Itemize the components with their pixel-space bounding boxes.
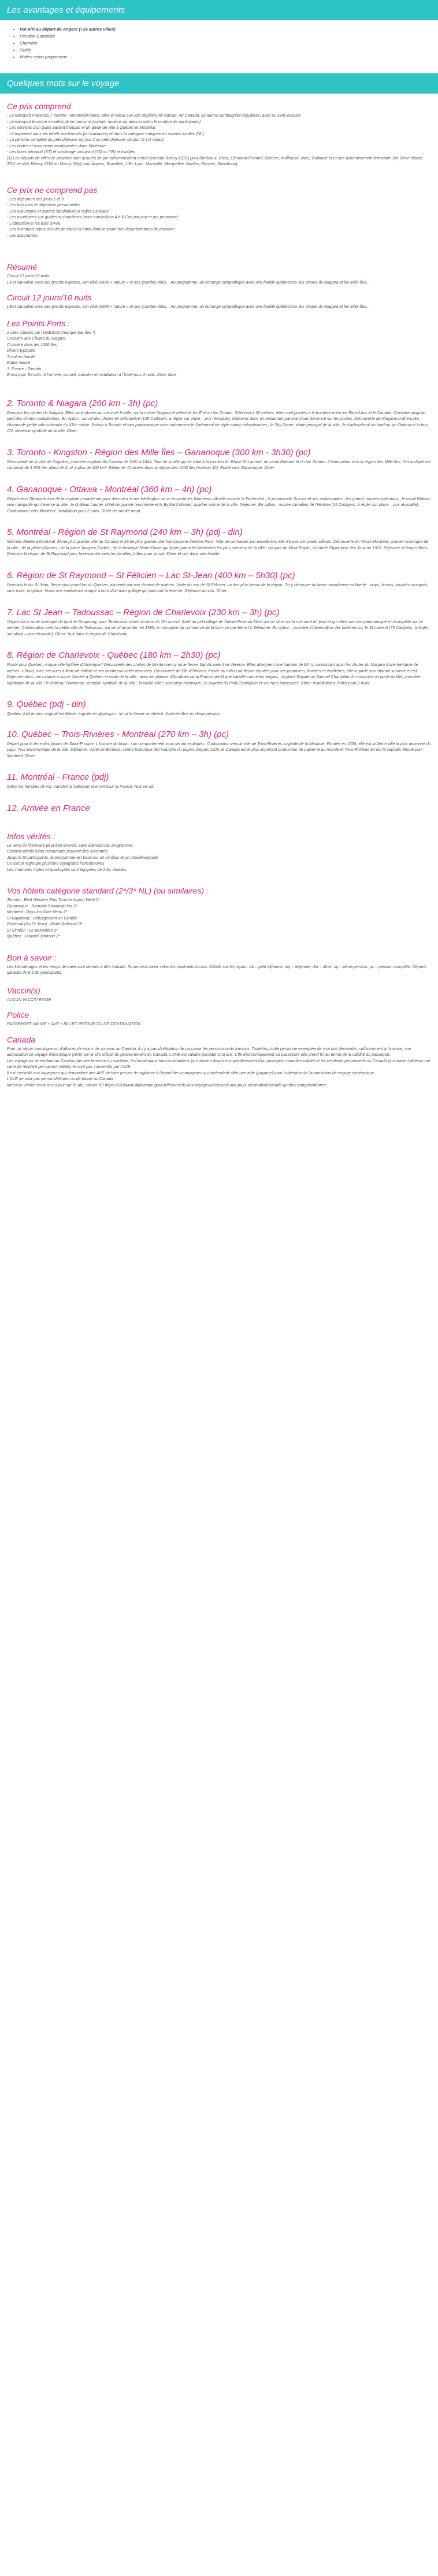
day-2-line: Direction les chutes du Niagara. Elles sont situées au cœur de la ville, sur la rivière Niagara et relient le lac Érié au lac Ontario. S'élevant à 52 mètres, elles sont posées à la frontière entre les États-Unis et le Canada. Croisière jusqu'au pied des chutes canadiennes. En option : survol des chutes en hélicoptère (135 Cad/pers. à régler sur place – prix révisable). Déjeuner dans un restaurant panoramique dominant sur les chutes. Découverte de Niagara-on-the-Lake, charmante petite ville coloniale du XIXe siècle. Retour à Toronto et tour panoramique avec notamment le Parlement de style roman richardsonien ; le Sky Dome, stade principal de la ville ; le Harbourfront au bord du lac Ontario et la tour CN, devenue symbole de la ville. Dîner. [7, 411, 428, 433]
advantages-header: Les avantages et équipements [0, 0, 438, 20]
police-heading: Police [7, 1010, 29, 1019]
advantage-item: • Pension Complète [20, 33, 431, 40]
bon-savoir-section [7, 953, 431, 977]
points-forts-line: 1. France - Toronto [7, 367, 42, 371]
day-5-text [7, 539, 431, 558]
bon-savoir-heading: Bon à savoir : [7, 952, 57, 962]
points-forts-line: 2 sites classés par l'UNESCO (marqué par des *) [7, 330, 95, 335]
day-7-line: Départ via la route scénique du fjord de Saguenay, pour Tadoussac située au bord du St Laurent. Arrêt au petit village de Sainte-Rose-du-Nord qui se situe sur la rive nord du fjord et qui offre une vue panoramique et incroyable sur ce dernier. Continuation avec la petite ville de Tadoussac qui se vit accorder, en 1599, le monopole du commerce de la fourrure par Henri IV. Déjeuner. En option : croisière d'observation des baleines sur le St Laurent (75 Cad/pers. à régler sur place – prix révisable). Dîner. Nuit dans la région de Charlevoix. [7, 620, 429, 636]
resume-text [7, 274, 431, 286]
day-9-heading: 9. Québec (pdj - din) [7, 699, 86, 709]
price-includes-line: (1) Les départs de villes de province sont assurés en pré acheminement aérien (vers/de Roissy CDG) pour Bordeaux, Brest, Clermont-Ferrand, Genève, Mulhouse, Nice, Toulouse et en pré acheminement ferroviaire (en 2ème classe TGV vers/de Roissy CDG ou Massy Orly) pour Angers, Bruxelles, Lille, Lyon, Marseille, Montpellier, Nantes, Rennes, Strasbourg. [7, 156, 422, 166]
advantage-item: • Vol A/R au départ de Angers (+16 autres villes) [20, 26, 431, 33]
price-excludes-heading: Ce prix ne comprend pas [7, 185, 98, 195]
police-text [7, 1022, 431, 1028]
advantages-list [20, 26, 431, 61]
price-includes-line: - Le transport France(s) / Toronto - Montréal/France, aller et retour sur vols réguliers Air transat, Air Canada, ou autres compagnies régulières, avec ou sans escales [7, 114, 301, 118]
canada-section [7, 1035, 431, 1089]
day-6-text [7, 583, 431, 595]
day-6-line: Direction le lac St Jean, 3ème plus grand lac du Québec, alimenté par une dizaine de rivières. Visite du zoo de St Félicien, un des plus beaux de la région. On y découvre la faune canadienne en liberté : loups, bisons, baudets musqués, ours noirs, orignaux. Vivez une expérience unique à bord d'un train grillagé qui parcourt la réserve. Déjeuner au zoo. Dîner. [7, 583, 429, 593]
price-includes-text [7, 113, 431, 168]
canada-line: L'AVE ne vaut pas permis d'études ou de travail au Canada. [7, 1077, 115, 1081]
price-excludes-section [7, 185, 431, 240]
resume-section [7, 262, 431, 286]
day-6-heading: 6. Région de St Raymond – St Félicien – Lac St-Jean (400 km – 5h30) (pc) [7, 570, 295, 580]
day-8-section [7, 650, 431, 687]
price-excludes-line: - Les assurances [7, 233, 38, 238]
price-includes-section [7, 102, 431, 168]
price-excludes-line: - Les excursions et soirées facultatives à régler sur place [7, 209, 109, 214]
points-forts-section [7, 319, 431, 379]
hotels-heading: Vos hôtels catégorie standard (2*/3* NL) (ou similaires) : [7, 886, 209, 895]
about-header: Quelques mots sur le voyage [0, 73, 438, 94]
resume-heading: Résumé [7, 262, 38, 271]
hotels-section [7, 886, 431, 940]
day-4-text [7, 497, 431, 515]
day-4-section [7, 485, 431, 515]
hotels-line: Roberval (lac St Jean) : Motel Roberval 3* [7, 922, 83, 926]
day-6-section [7, 571, 431, 595]
info-line: Les chambres triples et quadruples sont équipées de 2 lits doubles [7, 868, 127, 872]
day-8-text [7, 662, 431, 687]
police-line: PASSEPORT VALIDE + AVE + BILLET RETOUR OU DE CONTINUATION [7, 1022, 141, 1026]
day-9-section [7, 699, 431, 718]
canada-line: Merci de vérifier les mises à jour sur le site, cliquer ICI https://XXXwww.diplomatie.gouv.fr/fr/conseils-aux-voyageurs/conseils-par-pays-destination/canada-quebec-compris/#entree [7, 1083, 327, 1088]
trip-description [0, 102, 438, 1096]
day-12-section [7, 803, 431, 813]
day-4-heading: 4. Gananoque - Ottawa - Montréal (360 km – 4h) (pc) [7, 484, 212, 494]
circuit-section [7, 293, 431, 311]
points-forts-line: Envol pour Toronto. À l'arrivée, accueil, transfert et installation à l'hôtel pour 2 nuits. Dîner libre. [7, 373, 177, 377]
hotels-line: St Raymond : Hébergement en Famille [7, 916, 77, 921]
day-9-text [7, 712, 431, 718]
vaccins-heading: Vaccin(s) [7, 985, 40, 995]
day-7-section [7, 608, 431, 638]
day-5-line: Matinée dédiée à Montréal, 2ème plus grande ville du Canada et 2ème plus grande ville francophone derrière Paris. Ville de contrastes par excellence, elle n'a pas son pareil ailleurs. Découverte du Vieux-Montréal, quartier historique de la ville ; de la place d'Armes ; de la place Jacques Cartier ; de la basilique Notre-Dame qui figure parmi les bâtiments les plus précieux de la ville ; du parc du Mont Royal ; du stade Olympique des Jeux de 1976. Déjeuner et temps libres. Direction la région de St Raymond pour la rencontre avec les familles, hôtes pour la nuit. Dîner et nuit dans une famille. [7, 540, 429, 556]
day-12-heading: 12. Arrivée en France [7, 803, 90, 813]
day-8-heading: 8. Région de Charlevoix - Québec (180 km – 2h30) (pc) [7, 650, 221, 660]
day-10-section [7, 729, 431, 760]
police-section [7, 1010, 431, 1028]
hotels-text [7, 898, 431, 940]
price-includes-line: - Le logement dans les hôtels mentionnés (ou similaires) et dans la catégorie indiquée en normes locales (NL) [7, 132, 204, 136]
points-forts-line: Croisière dans les 1000 îles [7, 343, 57, 347]
day-11-line: Selon les horaires de vol, transfert à l'aéroport et envol pour la France. Nuit en vol. [7, 785, 155, 789]
day-2-heading: 2. Toronto & Niagara (260 km - 3h) (pc) [7, 398, 158, 408]
day-8-line: Route pour Québec, unique ville fortifiée d'Amérique ! Découverte des chutes de Montmorency où le fleuve Saint-Laurent se déverse. Elles atteignent une hauteur de 83 m, surpassant ainsi les chutes du Niagara d'une trentaine de mètres. « Nord, avec ses rues à flanc de colline et ses nombreux cafés-terrasses. Découverte de l'Île d'Orléans. Posée au milieu du fleuve réputée pour ses pommiers, fraisiers et érablières, elle a gardé son charme suranné et est Déjeuner dans une cabane à sucre. Arrivée à Québec et visite de la ville ; avec les plaines d'Abraham où la France perdit une bataille contre les anglais ; la place Royale où Samuel Champlain fit construire un poste fortifié, première habitation de la ville ; le château Frontenac, véritable symbole de la ville ; la vieille ville*, son cœur historique ; le quartier du Petit Champlain et ses rues tortueuses. Dîner. Installation à l'hôtel pour 2 nuits. [7, 663, 421, 686]
day-10-text [7, 742, 431, 760]
day-7-text [7, 620, 431, 638]
price-includes-line: - La pension complète du petit déjeuner du jour 2 au petit déjeuner du jour 11 (-2 repas) [7, 138, 164, 142]
price-excludes-line: - L'obtention et les frais d'AVE [7, 221, 61, 226]
day-11-text [7, 784, 431, 791]
advantage-item: • Visites selon programme [20, 54, 431, 61]
price-excludes-text [7, 197, 431, 240]
price-includes-line: - Les taxes aéroport (XT) et surcharge carburant (YQ ou YR) révisables [7, 150, 135, 154]
day-3-line: Découverte de la ville de Kingston, première capitale du Canada de 1841 à 1844. Tour de la ville qui se situe à la jonction du fleuve St-Laurent, du canal Rideau* et du lac Ontario. Continuation vers la région des Mille Îles. Cet archipel est composé de 1 865 îles allant de 2 m² à plus de 100 km². Déjeuner. Croisière dans la région des 1000 îles (environ 1h). Route vers Gananoque. Dîner. [7, 460, 431, 470]
day-3-section [7, 448, 431, 472]
day-11-section [7, 772, 431, 791]
day-3-heading: 3. Toronto - Kingston - Région des Mille Îles – Gananoque (300 km - 3h30) (pc) [7, 447, 311, 457]
circuit-line: L'Est canadien avec ses grands espaces, son côté 100% « nature » et ses grandes villes... Au programme, un échange sympathique avec une famille québécoise, les chutes du Niagara et les Mille-Îles... [7, 305, 370, 309]
day-11-heading: 11. Montréal - France (pdj) [7, 772, 109, 782]
info-line: Ce circuit regroupe plusieurs voyagistes francophones [7, 862, 105, 866]
price-excludes-line: - Les boissons et dépenses personnelles [7, 203, 80, 207]
circuit-heading: Circuit 12 jours/10 nuits [7, 293, 92, 302]
hotels-line: St Siméon : Le Belvédère 2* [7, 928, 58, 933]
price-includes-heading: Ce prix comprend [7, 102, 71, 111]
hotels-line: Montréal : Days Inn Cote Vertu 2* [7, 910, 68, 914]
price-includes-line: - Les visites et excursions mentionnées dans l'itinéraire [7, 144, 106, 148]
day-2-section [7, 399, 431, 435]
bon-savoir-text [7, 965, 431, 977]
price-includes-line: - Le transport terrestre en véhicule de tourisme (voiture, minibus ou autocar selon le nombre de participants) [7, 120, 201, 124]
info-line: Jusqu'à 19 participants, le programme est basé sur un minibus et un chauffeur/guide [7, 855, 159, 860]
canada-line: Il est conseillé aux voyageurs qui demandent une AVE de faire preuve de vigilance à l'égard des compagnies qui prétendent offrir une aide (payante) pour l'obtention de l'autorisation de voyage électronique. [7, 1071, 376, 1075]
day-5-section [7, 527, 431, 558]
vaccins-line: AUCUN VACCIN EXIGE [7, 997, 51, 1002]
day-3-text [7, 460, 431, 472]
resume-line: Circuit 12 jours/10 nuits- [7, 274, 51, 278]
info-line: Certains hôtels et/ou restaurants peuvent être excentrés [7, 850, 108, 854]
resume-line: L'Est canadien avec ses grands espaces, son côté 100% « nature » et ses grandes villes... Au programme, un échange sympathique avec une famille québécoise, les chutes du Niagara et les Mille-Îles... [7, 280, 370, 285]
points-forts-text [7, 330, 431, 379]
price-excludes-line: - Les pourboires aux guides et chauffeurs (nous conseillons 4 à 6 Cad par jour et par personne) [7, 215, 179, 219]
points-forts-heading: Les Points Forts : [7, 318, 70, 328]
day-7-heading: 7. Lac St Jean – Tadoussac – Région de Charlevoix (230 km – 3h) (pc) [7, 607, 280, 617]
price-excludes-line: - Les éventuels repas et nuits de transit à Paris dans le cadre des départs/retours de province [7, 228, 175, 232]
hotels-line: Toronto : Best Western Plus Toronto Airport West 2* [7, 898, 100, 902]
vaccins-text [7, 997, 431, 1004]
day-9-line: Québec dont le nom original est Kebec, signifie en algonquin : là où le fleuve se rétrécit. Journée libre en demi-pension. [7, 712, 221, 716]
day-10-line: Départ pour la terre des bisons de Saint-Prosper. L'histoire du bison, son comportement vous seront expliqués. Continuation vers la ville de Trois-Rivières, capitale de la Mauricie. Fondée en 1634, elle est la 2ème ville la plus ancienne du pays. Tour panoramique de la ville. Déjeuner. Visite de Boréalis, centre historique de l'industrie du papier. Depuis 1926, le Canada est le plus important producteur de papier et au monde et Trois-Rivières en est la capitale. Route pour Montréal. Dîner. [7, 742, 431, 758]
canada-text [7, 1047, 431, 1089]
hotels-line: Gananoque : Ramada Provincial Inn 2* [7, 904, 77, 909]
canada-line: Les voyageurs se rendant au Canada par voie terrestre ou maritime, les binationaux franco-canadiens (qui doivent disposer impérativement d'un passeport canadien valide) et les résidents permanents du Canada (qui doivent détenir une carte de résident permanent valide) ne sont pas concernés par l'AVE. [7, 1059, 430, 1069]
vaccins-section [7, 986, 431, 1004]
advantage-item: • Guide [20, 47, 431, 54]
canada-line: Pour un séjour touristique ou d'affaires de moins de six mois au Canada, il n'y a pas d'obligation de visa pour les ressortissants français. Toutefois, toute personne exemptée de visa doit demander, suffisamment à l'avance, une autorisation de voyage électronique (AVE) sur le site officiel du gouvernement du Canada. L'AVE est valable pendant cinq ans. L'île électroniquement au passeport, elle prend fin au terme de la validité du passeport. [7, 1047, 411, 1057]
advantage-item: • Chambre [20, 40, 431, 47]
price-includes-line: - Les services d'un guide parlant français et un guide de ville à Québec et Montréal [7, 126, 155, 130]
info-section [7, 832, 431, 874]
points-forts-line: Croisière aux Chutes du Niagara [7, 337, 66, 341]
circuit-text [7, 304, 431, 311]
price-excludes-line: - Les déjeuners des jours 5 et 9 [7, 197, 64, 202]
points-forts-line: 1 nuit en famille [7, 355, 36, 359]
info-line: Le sens de l'itinéraire peut être inversé, sans altération du programme [7, 843, 132, 848]
points-forts-line: Dîners typiques [7, 349, 35, 353]
hotels-line: Québec : Howard Johnson 2* [7, 935, 60, 939]
info-heading: Infos vérités : [7, 831, 55, 841]
day-5-heading: 5. Montréal - Région de St Raymond (240 km – 3h) (pdj - din) [7, 527, 243, 537]
bon-savoir-line: Les kilométrages et les temps de trajet sont donnés à titre indicatif. Ils peuvent varier selon les impératifs locaux. Détails sur les repas : bb = petit déjeuner, dej = déjeuner, din = dîner, dp = demi-pension, pc = pension complète. Départs garantis de 8 à 50 participants. [7, 965, 427, 975]
canada-heading: Canada [7, 1034, 36, 1044]
day-2-text [7, 411, 431, 435]
info-text [7, 843, 431, 874]
day-4-line: Départ vers Ottawa et tour de la capitale canadienne pour découvrir la rue Wellington où se trouvent les bâtiments officiels comme le Parlement ; la promenade Sussex et ses ambassades ; les grands musées nationaux ; le canal Rideau, voie navigable qui traverse la ville ; le château Laurier, hôtel de grande renommée et le ByWard Market, quartier animé de la ville. Déjeuner. En option : musée canadien de l'Histoire (15 Cad/pers. à régler sur place – prix révisable). Continuation vers Montréal. Installation pour 2 nuits. Dîner de smoke meat. [7, 497, 431, 513]
points-forts-line: Etape nature [7, 361, 31, 365]
day-10-heading: 10. Québec – Trois-Rivières - Montréal (270 km – 3h) (pc) [7, 729, 229, 739]
